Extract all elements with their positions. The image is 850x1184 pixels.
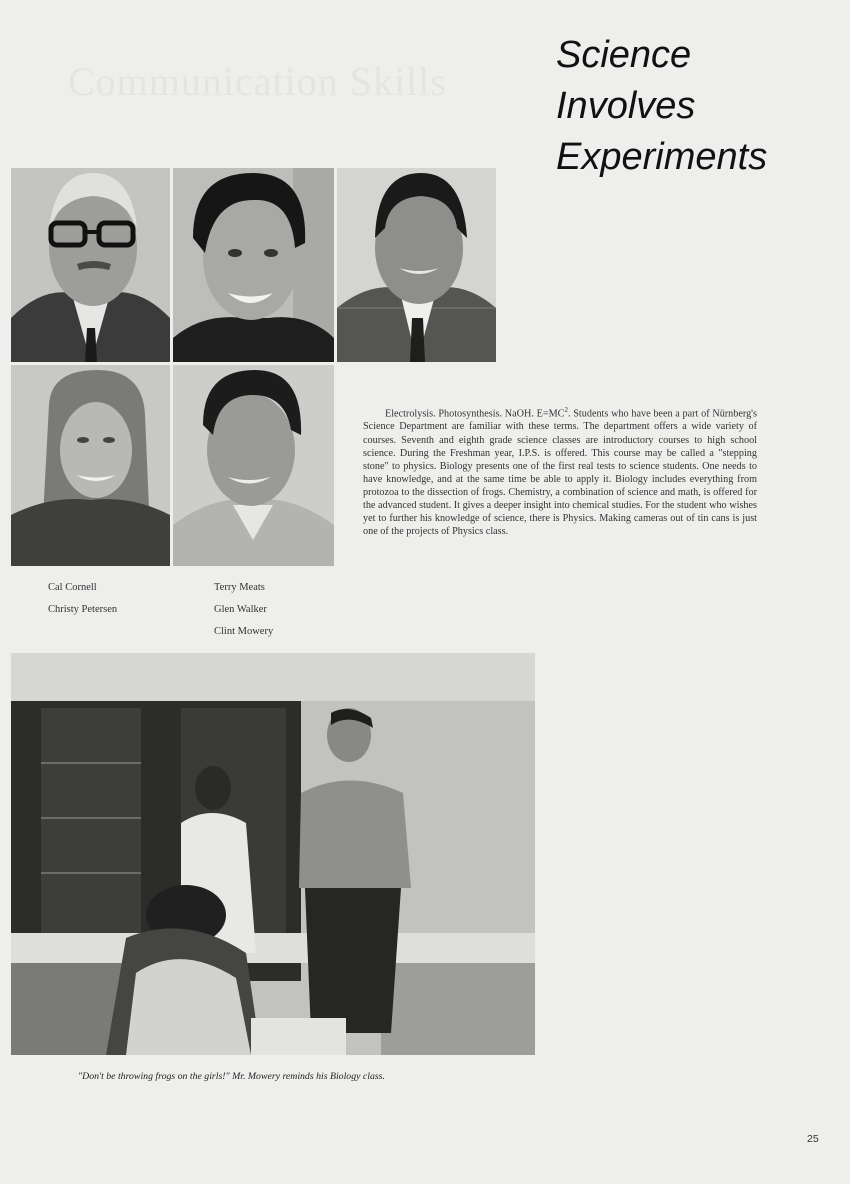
article-body-part-2: . Students who have been a part of Nürnberg's Science Department are familiar with these terms. The department offers a wide variety of courses. Seventh and eighth grade science classes are introductory courses to high school science. During the Freshman year, I.P.S. is offered. This course may be called a "stepping stone" to physics. Biology presents one of the first real tests to science students. One needs to have knowledge, and at the same time be able to apply it. Biology includes everything from protozoa to the dissection of frogs. Chemistry, a combination of science and math, is offered for the advanced student. It gives a deeper insight into chemical studies. For the student who wishes yet to further his knowledge of science, there is Physics. Making cameras out of tin cans is just one of the projects of Physics class. [363, 408, 757, 538]
name-christy-petersen: Christy Petersen [48, 604, 118, 615]
page-number: 25 [807, 1133, 819, 1145]
portrait-cal-cornell [11, 168, 170, 362]
photo-caption: "Don't be throwing frogs on the girls!" Mr. Mowery reminds his Biology class. [78, 1071, 385, 1082]
name-cal-cornell: Cal Cornell [48, 582, 97, 593]
article-body-part-1: Electrolysis. Photosynthesis. NaOH. E=MC [385, 408, 565, 420]
portrait-clint-mowery [337, 168, 496, 362]
title-line-3: Experiments [556, 136, 768, 178]
classroom-photo [11, 653, 535, 1055]
portrait-christy-petersen [11, 365, 170, 566]
portrait-terry-meats [173, 168, 334, 362]
article-body [363, 404, 757, 538]
faded-show-through-heading: Communication Skills [68, 59, 447, 104]
names-left-column [48, 582, 117, 626]
name-clint-mowery: Clint Mowery [214, 626, 274, 637]
superscript-2: 2 [564, 406, 568, 414]
name-glen-walker: Glen Walker [214, 604, 267, 615]
names-right-column [214, 582, 273, 648]
title-line-1: Science [556, 34, 692, 76]
name-terry-meats: Terry Meats [214, 582, 265, 593]
portrait-glen-walker [173, 365, 334, 566]
page-title [556, 30, 836, 183]
title-line-2: Involves [556, 85, 696, 127]
